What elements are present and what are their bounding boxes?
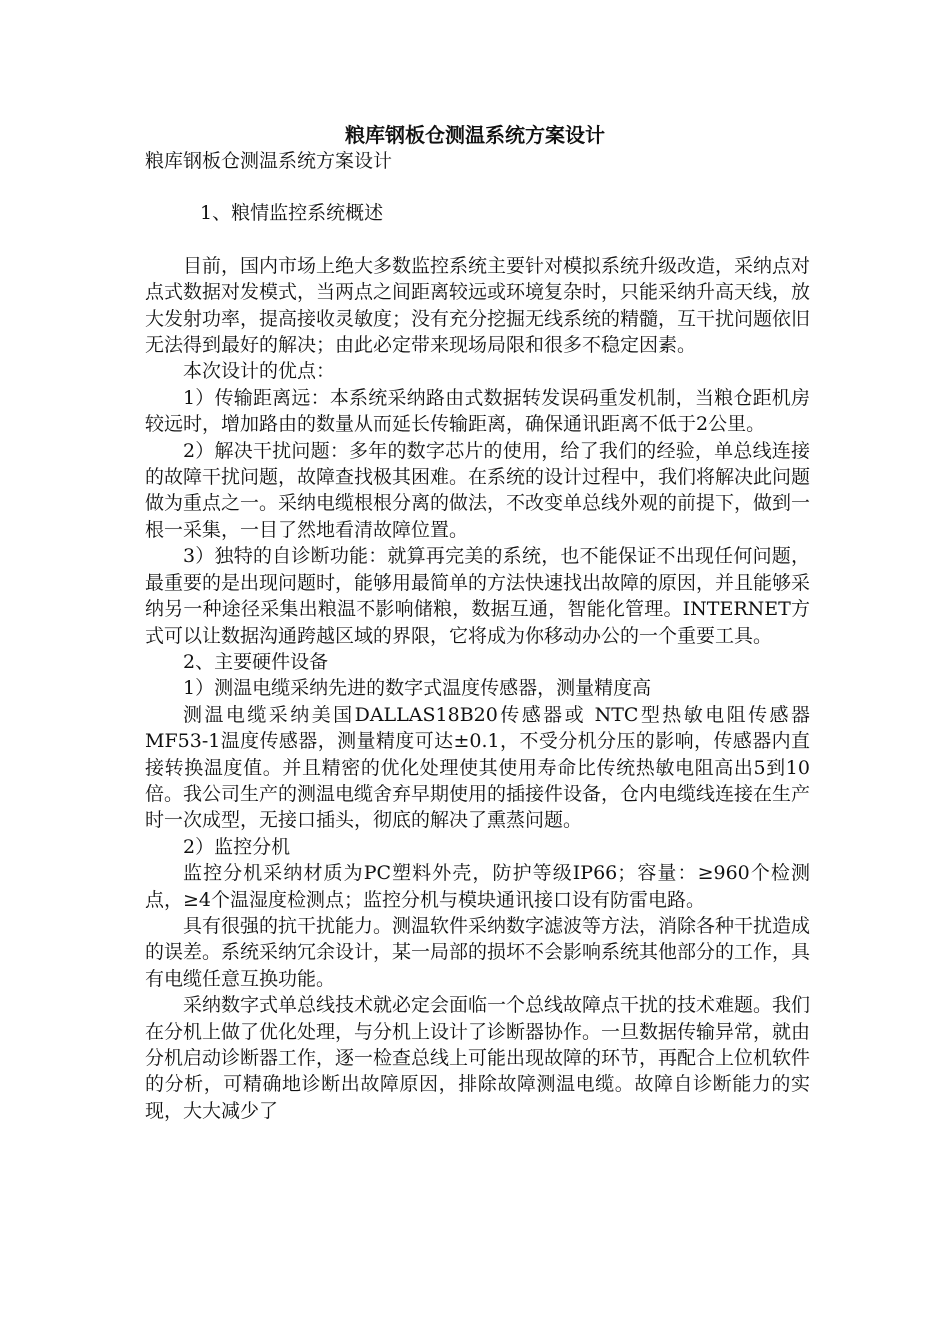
paragraph: 1）测温电缆采纳先进的数字式温度传感器，测量精度高 <box>183 677 652 700</box>
document-title: 粮库钢板仓测温系统方案设计 <box>345 123 605 147</box>
paragraph: 采纳数字式单总线技术就必定会面临一个总线故障点干扰的技术难题。我们在分机上做了优化处理，与分机上设计了诊断器协作。一旦数据传输异常，就由分机启动诊断器工作，逐一检查总线上可能出现故障的环节，再配合上位机软件的分析，可精确地诊断出故障原因，排除故障测温电缆。故障自诊断能力的实现，大大减少了 <box>145 994 811 1122</box>
paragraph: 监控分机采纳材质为PC塑料外壳，防护等级IP66；容量：≥960个检测点，≥4个温湿度检测点；监控分机与模块通讯接口设有防雷电路。 <box>145 862 810 911</box>
paragraph: 本次设计的优点： <box>183 360 336 383</box>
paragraph: 1）传输距离远：本系统采纳路由式数据转发误码重发机制，当粮仓距机房较远时，增加路由的数量从而延长传输距离，确保通讯距离不低于2公里。 <box>145 386 810 436</box>
paragraph: 具有很强的抗干扰能力。测温软件采纳数字滤波等方法，消除各种干扰造成的误差。系统采纳冗余设计，某一局部的损坏不会影响系统其他部分的工作，具有电缆任意互换功能。 <box>145 914 811 990</box>
document-body <box>145 148 810 1124</box>
paragraph: 测温电缆采纳美国DALLAS18B20传感器或 NTC型热敏电阻传感器MF53-1温度传感器，测量精度可达±0.1，不受分机分压的影响，传感器内直接转换温度值。并且精密的优化处理使其使用寿命比传统热敏电阻高出5到10倍。我公司生产的测温电缆舍弃早期使用的插接件设备，仓内电缆线连接在生产时一次成型，无接口插头，彻底的解决了熏蒸问题。 <box>145 703 811 832</box>
section-heading-overview: 1、粮情监控系统概述 <box>200 202 384 225</box>
paragraph: 3）独特的自诊断功能：就算再完美的系统，也不能保证不出现任何问题，最重要的是出现问题时，能够用最简单的方法快速找出故障的原因，并且能够采纳另一种途径采集出粮温不影响储粮，数据互通，智能化管理。INTERNET方式可以让数据沟通跨越区域的界限，它将成为你移动办公的一个重要工具。 <box>145 545 811 647</box>
section-heading-hardware: 2、主要硬件设备 <box>183 650 329 673</box>
paragraph: 目前，国内市场上绝大多数监控系统主要针对模拟系统升级改造，采纳点对点式数据对发模式，当两点之间距离较远或环境复杂时，只能采纳升高天线，放大发射功率，提高接收灵敏度；没有充分挖掘无线系统的精髓，互干扰问题依旧无法得到最好的解决；由此必定带来现场局限和很多不稳定因素。 <box>145 254 811 357</box>
paragraph: 2）监控分机 <box>183 835 291 858</box>
document-subtitle: 粮库钢板仓测温系统方案设计 <box>145 150 393 172</box>
paragraph: 2）解决干扰问题：多年的数字芯片的使用，给了我们的经验，单总线连接的故障干扰问题，故障查找极其困难。在系统的设计过程中，我们将解决此问题做为重点之一。采纳电缆根根分离的做法，不改变单总线外观的前提下，做到一根一采集，一目了然地看清故障位置。 <box>145 439 811 541</box>
